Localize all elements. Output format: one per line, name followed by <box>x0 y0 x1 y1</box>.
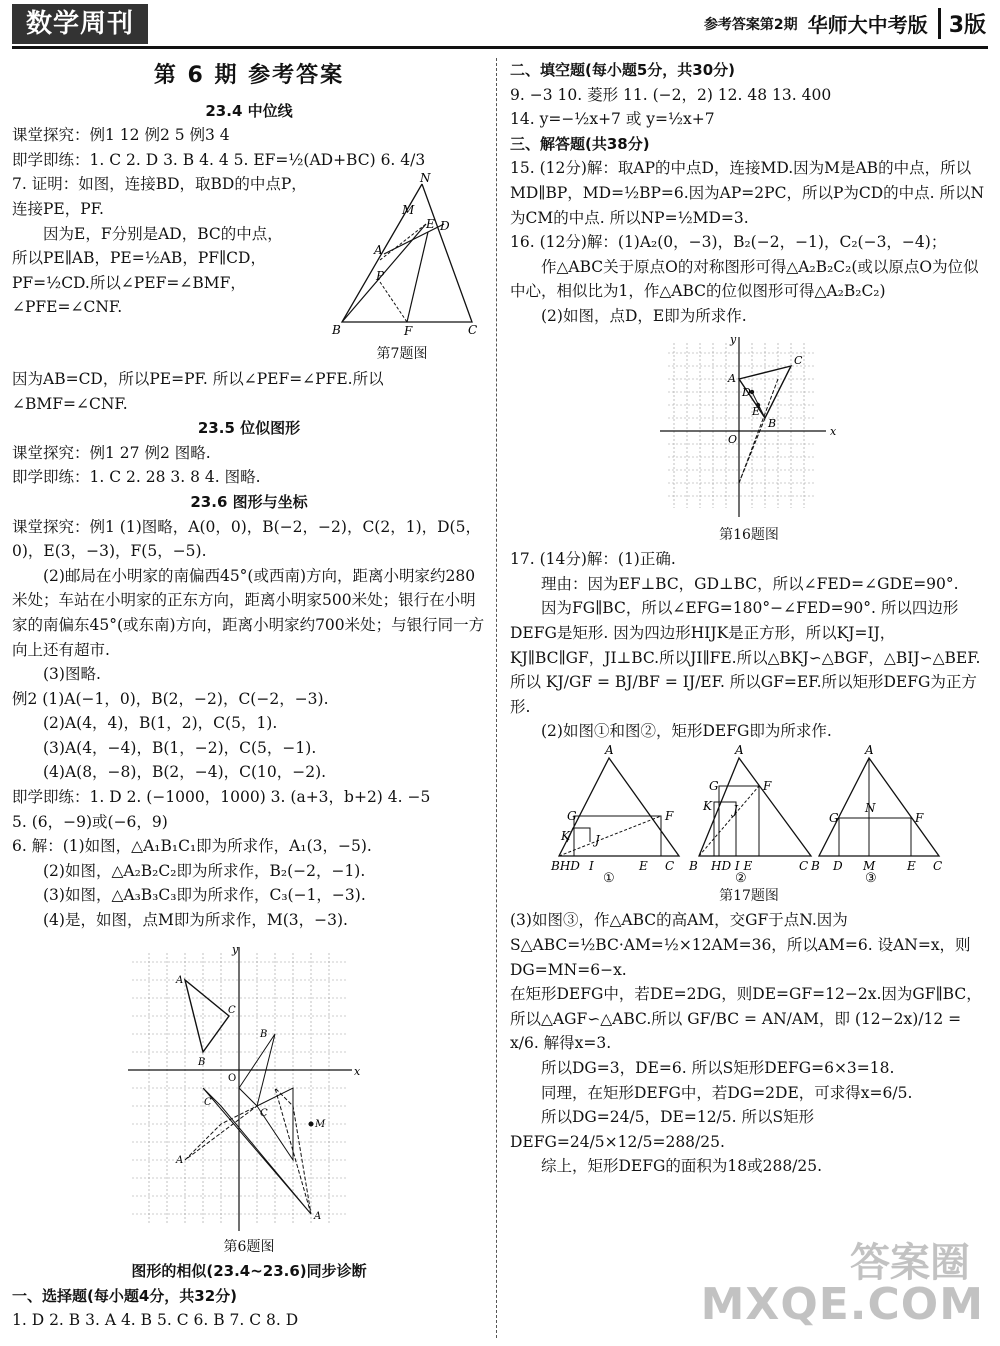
svg-text:HD I E: HD I E <box>711 858 753 873</box>
svg-text:B: B <box>198 1056 206 1068</box>
answer-line: (3)A(4，−4)，B(1，−2)，C(5，−1). <box>43 738 317 757</box>
issue-label: 参考答案第2期 <box>703 16 798 33</box>
answer-line: 所以DG=24/5，DE=12/5. 所以S矩形DEFG=24/5×12/5=288/25. <box>510 1108 815 1151</box>
svg-text:C: C <box>933 858 943 873</box>
svg-text:G: G <box>829 810 839 825</box>
svg-text:B: B <box>332 323 341 338</box>
svg-text:C: C <box>794 353 803 367</box>
svg-text:y: y <box>730 332 737 346</box>
figure-label: ② <box>735 870 747 884</box>
answer-line: 所以DG=3，DE=6. 所以S矩形DEFG=6×3=18. <box>541 1059 895 1078</box>
svg-text:B: B <box>689 858 698 873</box>
column-divider <box>496 58 497 1338</box>
svg-text:A: A <box>176 1154 184 1166</box>
svg-text:G: G <box>567 808 577 823</box>
svg-text:I: I <box>589 858 594 873</box>
section-heading: 23.4 中位线 <box>205 101 293 120</box>
svg-text:D: D <box>742 385 751 399</box>
svg-text:x: x <box>830 424 837 438</box>
svg-text:C: C <box>468 323 478 338</box>
answer-line: (2)邮局在小明家的南偏西45°(或西南)方向，距离小明家约280米处；车站在小明家的正东方向，距离小明家500米处；银行在小明家的南偏东45°(或东南)方向，距离小明家约700米处；与银行同一方向上还有超市. <box>12 566 485 659</box>
figure-caption: 第6题图 <box>223 1238 275 1255</box>
svg-text:F: F <box>665 808 674 823</box>
svg-text:E: E <box>639 858 648 873</box>
svg-text:M: M <box>863 858 876 873</box>
svg-text:K: K <box>703 798 712 813</box>
svg-text:O: O <box>228 1072 237 1084</box>
answer-line: 17. (14分)解：(1)正确. <box>510 550 676 569</box>
answer-line: 即学即练：1. C 2. 28 3. 8 4. 图略. <box>12 468 261 487</box>
answer-line: 6. 解：(1)如图，△A₁B₁C₁即为所求作，A₁(3，−5). <box>12 837 372 856</box>
svg-text:C: C <box>228 1004 236 1016</box>
answer-line: 16. (12分)解：(1)A₂(0，−3)，B₂(−2，−1)，C₂(−3，−4)； <box>510 233 947 252</box>
page-number: 3版 <box>938 8 986 39</box>
answer-line: (2)如图，△A₂B₂C₂即为所求作，B₂(−2，−1). <box>43 861 366 880</box>
answer-line: (2)A(4，4)，B(1，2)，C(5，1). <box>43 714 278 733</box>
svg-text:D: D <box>440 219 450 234</box>
svg-text:E: E <box>426 217 435 232</box>
svg-text:P: P <box>376 269 385 284</box>
svg-text:E: E <box>752 404 761 418</box>
svg-text:A: A <box>176 974 184 986</box>
q7-text: 因为E，F分别是AD，BC的中点， <box>43 224 283 243</box>
figure-caption: 第16题图 <box>719 526 779 543</box>
answer-line: 在矩形DEFG中，若DE=2DG，则DE=GF=12−2x.因为GF∥BC，所以△AGF∽△ABC.所以 GF/BC = AN/AM，即 (12−2x)/12 = x/6. 解得x=3. <box>510 985 982 1053</box>
answer-line: (4)A(8，−8)，B(2，−4)，C(10，−2). <box>43 763 327 782</box>
answer-line: 即学即练：1. D 2. (−1000，1000) 3. (a+3，b+2) 4. −5 <box>12 788 431 807</box>
answer-line: 5. (6，−9)或(−6，9) <box>12 812 168 831</box>
svg-text:BHD: BHD <box>551 858 580 873</box>
right-column <box>510 58 988 1179</box>
page-title: 第 6 期 参考答案 <box>153 63 345 88</box>
page-header-right <box>704 8 986 39</box>
answer-line: (3)如图③，作△ABC的高AM，交GF于点N.因为S△ABC=½BC·AM=½×12AM=36，所以AM=6. 设AN=x，则DG=MN=6−x. <box>510 911 971 979</box>
figure-q7 <box>322 172 482 342</box>
section-heading: 图形的相似(23.4~23.6)同步诊断 <box>131 1262 367 1281</box>
answer-line: 综上，矩形DEFG的面积为18或288/25. <box>541 1157 823 1176</box>
svg-text:A: A <box>605 743 614 757</box>
svg-text:O: O <box>728 432 738 446</box>
svg-text:x: x <box>354 1064 361 1078</box>
svg-text:A: A <box>865 743 874 757</box>
svg-text:C: C <box>799 858 809 873</box>
figure-label: ③ <box>865 870 877 884</box>
masthead: 数学周刊 <box>12 4 148 44</box>
watermark: MXQE.COM <box>700 1279 984 1330</box>
header-rule <box>12 46 988 49</box>
answer-line: 即学即练：1. C 2. D 3. B 4. 4 5. EF=½(AD+BC) 6. 4/3 <box>12 150 426 169</box>
svg-text:G: G <box>709 778 719 793</box>
svg-text:J: J <box>595 832 600 847</box>
left-column <box>12 58 486 1333</box>
svg-text:M: M <box>402 203 415 218</box>
q7-text: 所以PE∥AB，PE=½AB，PF∥CD，PF=½CD.所以∠PEF=∠BMF，∠PFE=∠CNF. <box>12 249 266 317</box>
subsection-heading: 三、解答题(共38分) <box>510 134 650 153</box>
answer-line: 作△ABC关于原点O的对称图形可得△A₂B₂C₂(或以原点O为位似中心，相似比为1，作△ABC的位似图形可得△A₂B₂C₂) <box>510 257 979 301</box>
answer-line: 课堂探究：例1 (1)图略，A(0，0)，B(−2，−2)，C(2，1)，D(5，0)，E(3，−3)，F(5，−5). <box>12 517 481 561</box>
svg-text:M: M <box>315 1118 326 1130</box>
svg-text:B: B <box>768 416 777 430</box>
figure-q6-grid <box>124 941 374 1235</box>
answer-line: 1. D 2. B 3. A 4. B 5. C 6. B 7. C 8. D <box>12 1311 299 1330</box>
answer-line: (2)如图①和图②，矩形DEFG即为所求作. <box>541 722 832 741</box>
q7-text: 因为AB=CD，所以PE=PF. 所以∠PEF=∠PFE.所以∠BMF=∠CNF. <box>12 369 384 413</box>
svg-text:C: C <box>260 1107 268 1119</box>
subsection-heading: 一、选择题(每小题4分，共32分) <box>12 1286 238 1305</box>
q7-text: 7. 证明：如图，连接BD，取BD的中点P，连接PE，PF. <box>12 175 307 218</box>
svg-text:B: B <box>811 858 820 873</box>
svg-text:B: B <box>260 1028 268 1040</box>
answer-line: 课堂探究：例1 27 例2 图略. <box>12 443 211 462</box>
svg-text:A: A <box>735 743 744 757</box>
answer-line: 同理，在矩形DEFG中，若DG=2DE，可求得x=6/5. <box>541 1083 913 1102</box>
svg-text:y: y <box>232 942 239 956</box>
svg-text:C: C <box>665 858 675 873</box>
answer-line: (4)是，如图，点M即为所求作，M(3，−3). <box>43 911 348 930</box>
svg-text:F: F <box>404 324 413 339</box>
svg-text:A: A <box>374 243 383 258</box>
answer-line: 9. −3 10. 菱形 11. (−2，2) 12. 48 13. 400 <box>510 85 832 104</box>
svg-text:F: F <box>915 810 924 825</box>
svg-text:F: F <box>763 778 772 793</box>
q7-block <box>12 172 486 367</box>
svg-text:C: C <box>204 1096 212 1108</box>
section-heading: 23.5 位似图形 <box>197 419 301 438</box>
svg-text:N: N <box>420 172 431 186</box>
answer-line: (3)图略. <box>43 665 101 684</box>
figure-caption: 第17题图 <box>719 887 779 904</box>
answer-line: 因为FG∥BC，所以∠EFG=180°−∠FED=90°. 所以四边形DEFG是矩形. 因为四边形HIJK是正方形，所以KJ=IJ，KJ∥BC∥GF，JI⊥BC.所以JI∥FE.所以△BKJ∽△BGF，△BIJ∽△BEF. <box>510 599 981 667</box>
answer-line: 理由：因为EF⊥BC，GD⊥BC，所以∠FED=∠GDE=90°. <box>541 574 959 593</box>
svg-text:A: A <box>314 1210 322 1222</box>
answer-line: 例2 (1)A(−1，0)，B(2，−2)，C(−2，−3). <box>12 689 329 708</box>
answer-line: 14. y=−½x+7 或 y=½x+7 <box>510 110 715 129</box>
figure-label: ① <box>603 870 615 884</box>
answer-line: 课堂探究：例1 12 例2 5 例3 4 <box>12 126 230 145</box>
figure-q16-grid <box>654 333 844 523</box>
svg-text:D: D <box>833 858 843 873</box>
answer-line: (2)如图，点D，E即为所求作. <box>541 306 747 325</box>
figure-caption: 第7题图 <box>376 346 428 363</box>
subsection-heading: 二、填空题(每小题5分，共30分) <box>510 61 736 79</box>
answer-line: 15. (12分)解：取AP的中点D，连接MD.因为M是AB的中点，所以MD∥BP，MD=½BP=6.因为AP=2PC，所以P为CD的中点. 所以N为CM的中点. 所以NP=½MD=3. <box>510 159 985 227</box>
figure-q17 <box>549 744 949 884</box>
svg-text:A: A <box>728 371 736 385</box>
svg-text:J: J <box>733 802 738 817</box>
svg-text:N: N <box>865 800 876 815</box>
watermark-logo: 答案圈 <box>850 1240 970 1286</box>
answer-line: 所以 KJ/GF = BJ/BF = IJ/EF. 所以GF=EF.所以矩形DEFG为正方形. <box>510 673 977 716</box>
section-heading: 23.6 图形与坐标 <box>190 492 308 511</box>
edition-label: 华师大中考版 <box>807 13 928 37</box>
answer-line: (3)如图，△A₃B₃C₃即为所求作，C₃(−1，−3). <box>43 886 366 905</box>
svg-text:K: K <box>561 828 570 843</box>
svg-text:E: E <box>907 858 916 873</box>
